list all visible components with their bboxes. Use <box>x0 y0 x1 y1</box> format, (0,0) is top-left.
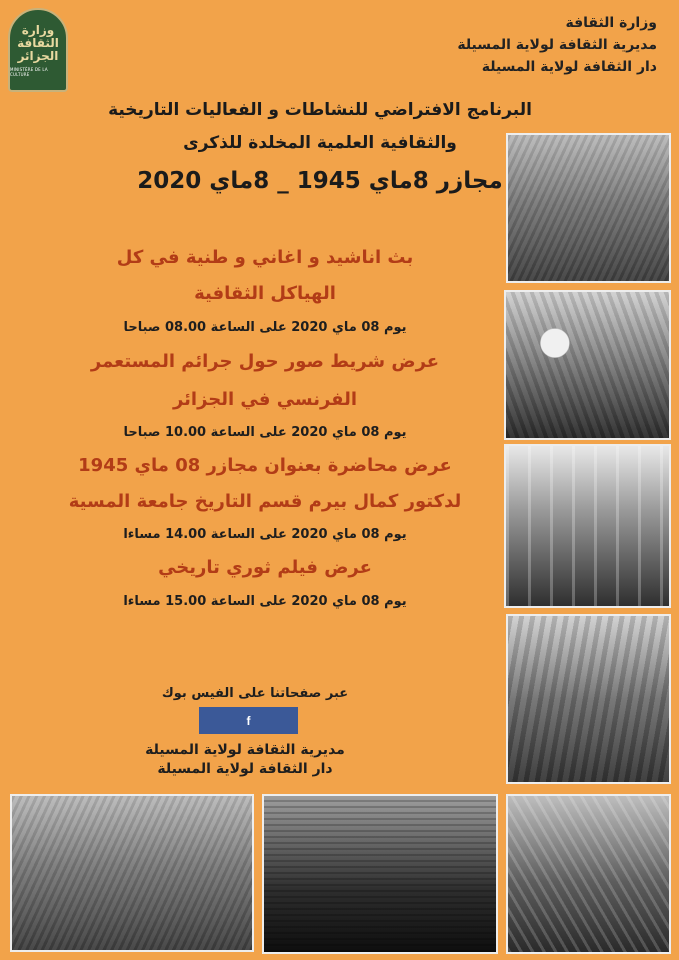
activity-2-line-1: عرض شريط صور حول جرائم المستعمر <box>90 351 440 372</box>
activity-4-line-1: عرض فيلم ثوري تاريخي <box>158 557 372 578</box>
facebook-icon: f <box>246 713 251 728</box>
footer-line-2: دار الثقافة لولاية المسيلة <box>157 761 333 777</box>
title-line-1: البرنامج الافتراضي للنشاطات و الفعاليات التاريخية <box>108 100 532 120</box>
activity-1-line-1: بث اناشيد و اغاني و طنية في كل <box>116 247 414 268</box>
historical-photo-7 <box>506 794 671 954</box>
activity-2-line-2: الفرنسي في الجزائر <box>172 389 358 410</box>
ministry-line-1: وزارة الثقافة <box>565 15 657 31</box>
ministry-logo <box>8 8 68 92</box>
ministry-line-2: مديرية الثقافة لولاية المسيلة <box>457 37 657 53</box>
activity-4-time: يوم 08 ماي 2020 على الساعة 15.00 مساءا <box>123 594 407 609</box>
title-line-3: مجازر 8ماي 1945 _ 8ماي 2020 <box>137 168 503 194</box>
activity-3-line-1: عرض محاضرة بعنوان مجازر 08 ماي 1945 <box>78 455 452 476</box>
historical-photo-3 <box>504 444 671 608</box>
activity-3-line-2: لدكتور كمال بيرم قسم التاريخ جامعة المسية <box>68 491 462 512</box>
footer-block <box>120 741 370 779</box>
activity-1-line-2: الهياكل الثقافية <box>194 283 336 304</box>
historical-photo-1 <box>506 133 671 283</box>
facebook-button[interactable] <box>199 707 298 734</box>
ministry-line-3: دار الثقافة لولاية المسيلة <box>481 59 657 75</box>
title-line-2: والثقافية العلمية المخلدة للذكرى <box>183 133 457 153</box>
activity-2-time: يوم 08 ماي 2020 على الساعة 10.00 صباحا <box>123 425 407 440</box>
facebook-caption: عبر صفحاتنا على الفيس بوك <box>161 686 349 701</box>
historical-photo-5 <box>10 794 254 952</box>
activity-1-time: يوم 08 ماي 2020 على الساعة 08.00 صباحا <box>123 320 407 335</box>
logo-text: وزارة الثقافة الجزائر <box>17 22 59 63</box>
ministry-header <box>457 12 657 78</box>
historical-photo-4 <box>506 614 671 784</box>
activity-3-time: يوم 08 ماي 2020 على الساعة 14.00 مساءا <box>123 527 407 542</box>
historical-photo-2 <box>504 290 671 440</box>
logo-subtitle: MINISTÈRE DE LA CULTURE <box>10 66 48 77</box>
footer-line-1: مديرية الثقافة لولاية المسيلة <box>145 742 345 758</box>
historical-photo-6 <box>262 794 498 954</box>
